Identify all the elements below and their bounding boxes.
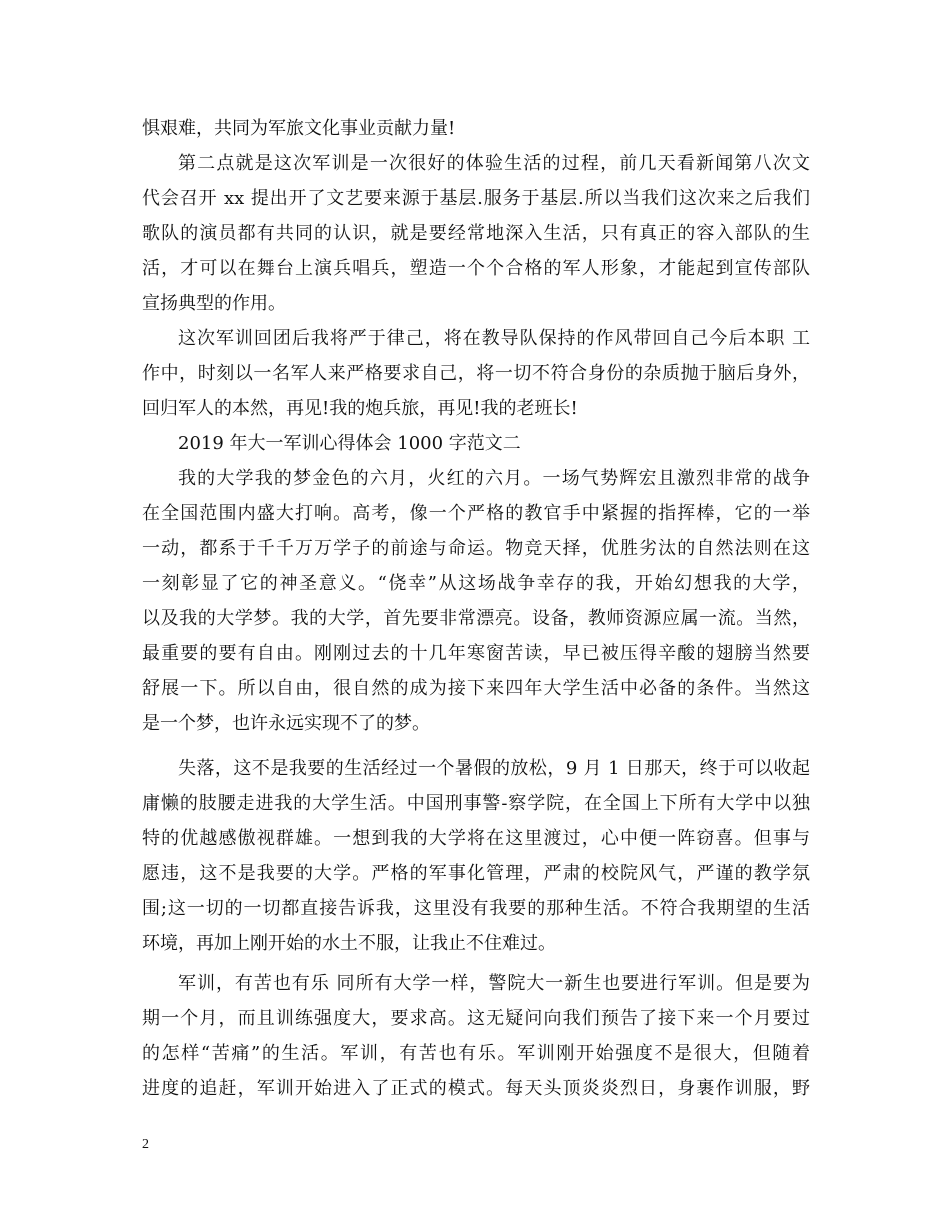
- text-line: 是一个梦，也许永远实现不了的梦。: [142, 713, 430, 734]
- text-line: 最重要的要有自由。刚刚过去的十几年寒窗苦读，早已被压得辛酸的翅膀当然要: [142, 643, 810, 664]
- text-line: 第二点就是这次军训是一次很好的体验生活的过程，前几天看新闻第八次文: [178, 153, 810, 174]
- text-line: 失落，这不是我要的生活经过一个暑假的放松，9 月 1 日那天，终于可以收起: [178, 758, 810, 779]
- text-line: 以及我的大学梦。我的大学，首先要非常漂亮。设备，教师资源应属一流。当然，: [142, 608, 810, 629]
- text-line: 军训，有苦也有乐 同所有大学一样，警院大一新生也要进行军训。但是要为: [178, 973, 810, 994]
- text-line: 的怎样“苦痛”的生活。军训，有苦也有乐。军训刚开始强度不是很大，但随着: [142, 1043, 810, 1064]
- text-line: 回归军人的本然，再见!我的炮兵旅，再见!我的老班长!: [142, 398, 578, 419]
- text-line: 一刻彰显了它的神圣意义。“侥幸”从这场战争幸存的我，开始幻想我的大学，: [142, 573, 810, 594]
- text-line: 活，才可以在舞台上演兵唱兵，塑造一个个合格的军人形象，才能起到宣传部队: [142, 258, 810, 279]
- text-line: 我的大学我的梦金色的六月，火红的六月。一场气势辉宏且激烈非常的战争: [178, 468, 810, 489]
- section-heading: 2019 年大一军训心得体会 1000 字范文二: [178, 433, 521, 454]
- text-line: 环境，再加上刚开始的水土不服，让我止不住难过。: [142, 933, 556, 954]
- text-line: 舒展一下。所以自由，很自然的成为接下来四年大学生活中必备的条件。当然这: [142, 678, 810, 699]
- text-line: 作中，时刻以一名军人来严格要求自己，将一切不符合身份的杂质抛于脑后身外，: [142, 363, 810, 384]
- text-line: 一动，都系于千千万万学子的前途与命运。物竞天择，优胜劣汰的自然法则在这: [142, 538, 810, 559]
- text-line: 惧艰难，共同为军旅文化事业贡献力量!: [142, 118, 456, 139]
- text-line: 歌队的演员都有共同的认识，就是要经常地深入生活，只有真正的容入部队的生: [142, 223, 810, 244]
- text-line: 在全国范围内盛大打响。高考，像一个严格的教官手中紧握的指挥棒，它的一举: [142, 503, 810, 524]
- text-line: 围;这一切的一切都直接告诉我，这里没有我要的那种生活。不符合我期望的生活: [142, 898, 810, 919]
- text-line: 期一个月，而且训练强度大，要求高。这无疑问向我们预告了接下来一个月要过: [142, 1008, 810, 1029]
- text-line: 进度的追赶，军训开始进入了正式的模式。每天头顶炎炎烈日，身裹作训服，野: [142, 1078, 810, 1099]
- text-line: 愿违，这不是我要的大学。严格的军事化管理，严肃的校院风气，严谨的教学氛: [142, 863, 810, 884]
- text-line: 这次军训回团后我将严于律己，将在教导队保持的作风带回自己今后本职 工: [178, 328, 810, 349]
- text-line: 庸懒的肢腰走进我的大学生活。中国刑事警-察学院，在全国上下所有大学中以独: [142, 793, 810, 814]
- page-number: 2: [142, 1137, 149, 1152]
- text-line: 宣扬典型的作用。: [142, 293, 286, 314]
- text-line: 特的优越感傲视群雄。一想到我的大学将在这里渡过，心中便一阵窃喜。但事与: [142, 828, 810, 849]
- text-line: 代会召开 xx 提出开了文艺要来源于基层.服务于基层.所以当我们这次来之后我们: [142, 188, 810, 209]
